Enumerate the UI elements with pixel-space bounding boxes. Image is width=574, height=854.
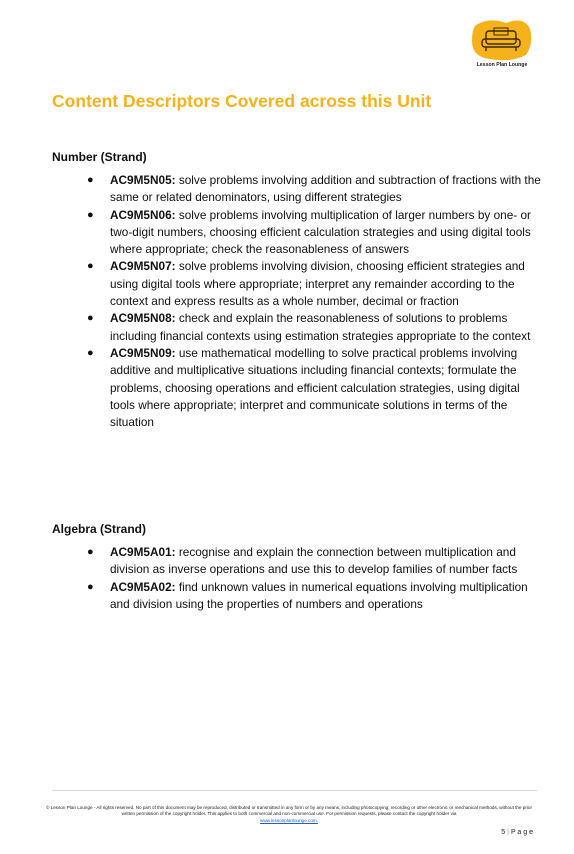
descriptor-code: AC9M5N05: <box>110 173 176 187</box>
footer-copyright <box>44 805 534 824</box>
bullet-icon: ● <box>87 260 94 273</box>
bullet-icon: ● <box>87 346 94 359</box>
section-number-strand <box>52 150 542 431</box>
descriptor-text: find unknown values in numerical equations involving multiplication and division using the properties of numbers and operations <box>110 579 528 611</box>
descriptor-list <box>52 544 542 613</box>
list-item <box>52 310 542 345</box>
list-item <box>52 172 542 207</box>
bullet-icon: ● <box>87 312 94 325</box>
logo-text: Lesson Plan Lounge <box>476 62 528 68</box>
descriptor-code: AC9M5A01: <box>110 545 176 559</box>
bullet-icon: ● <box>87 208 94 221</box>
page-number-value: 5 <box>501 829 506 836</box>
sofa-logo-icon <box>470 19 534 63</box>
list-item <box>52 345 542 431</box>
bullet-icon: ● <box>87 580 94 593</box>
page-number <box>501 829 533 836</box>
descriptor-code: AC9M5N08: <box>110 311 176 326</box>
footer-divider <box>52 790 537 791</box>
footer-link[interactable]: www.lessonplanlounge.com. <box>260 817 318 823</box>
descriptor-code: AC9M5N07: <box>110 259 176 274</box>
descriptor-code: AC9M5N06: <box>110 207 176 222</box>
descriptor-text: check and explain the reasonableness of solutions to problems including financial contexts using estimation strategies appropriate to the context <box>110 311 531 343</box>
descriptor-text: recognise and explain the connection between multiplication and division as inverse operations and use this to develop families of number facts <box>110 545 518 577</box>
list-item <box>52 207 542 259</box>
section-heading: Algebra (Strand) <box>52 522 147 536</box>
page-separator: | <box>507 829 509 836</box>
descriptor-code: AC9M5A02: <box>110 579 176 594</box>
list-item <box>52 579 542 614</box>
list-item <box>52 544 542 579</box>
page-title: Content Descriptors Covered across this Unit <box>52 91 432 111</box>
descriptor-text: use mathematical modelling to solve practical problems involving additive and multiplicative situations including financial contexts; formulate the problems, choosing operations and efficient calculation strategies, using digital tools where appropriate; interpret and communicate solutions in terms of the situation <box>110 345 520 430</box>
logo <box>470 19 534 71</box>
footer-text: © Lesson Plan Lounge - All rights reserved. No part of this document may be reproduced, distributed or transmitted in any form or by any means, including photocopying, recording or other electronic or mechanical methods, without the prior written permission of the copyright holder. This applies to both commercial and non-commercial use. For permission requests, please contact the copyright holder via <box>46 805 532 817</box>
bullet-icon: ● <box>87 174 94 186</box>
section-algebra-strand <box>52 522 542 613</box>
page-label: P a g e <box>510 829 533 836</box>
list-item <box>52 258 542 310</box>
descriptor-text: solve problems involving multiplication of larger numbers by one- or two-digit numbers, choosing efficient calculation strategies and using digital tools where appropriate; check the reasonableness of answers <box>110 207 531 257</box>
descriptor-text: solve problems involving division, choosing efficient strategies and using digital tools where appropriate; interpret any remainder according to the context and express results as a whole number, decimal or fraction <box>110 259 525 309</box>
section-heading: Number (Strand) <box>52 150 147 164</box>
descriptor-text: solve problems involving addition and subtraction of fractions with the same or related denominators, using different strategies <box>110 173 541 205</box>
bullet-icon: ● <box>87 546 94 558</box>
descriptor-list <box>52 172 542 431</box>
descriptor-code: AC9M5N09: <box>110 345 176 360</box>
